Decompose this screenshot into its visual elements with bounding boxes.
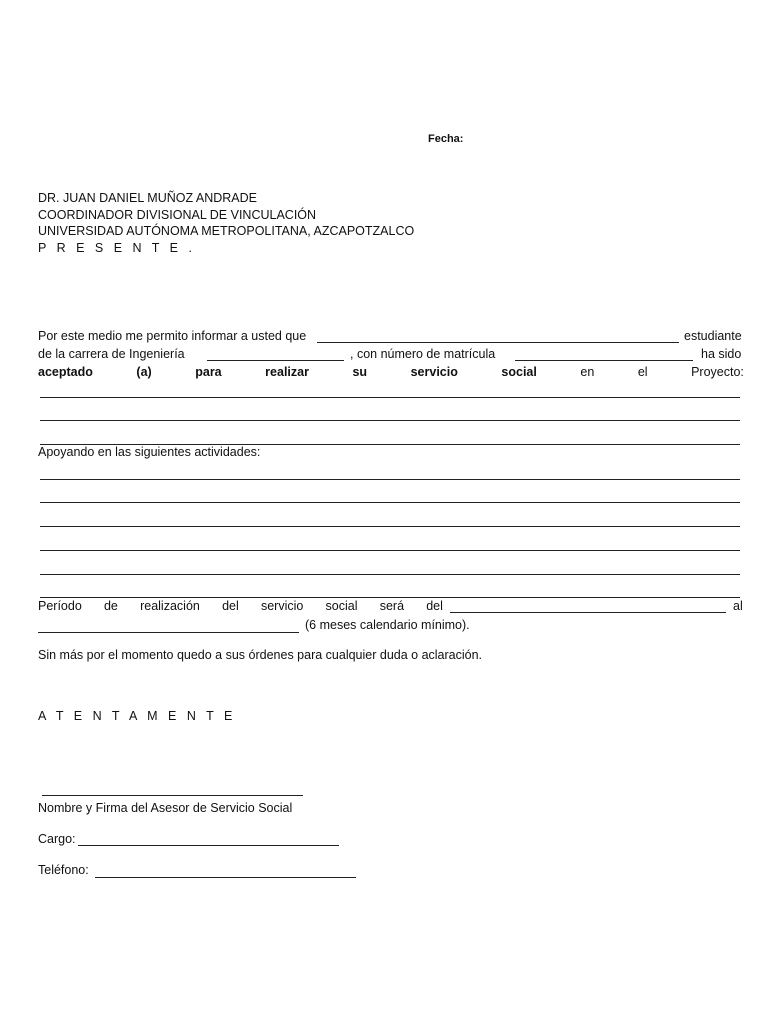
word: servicio (260, 599, 304, 613)
word: realizar (265, 365, 309, 379)
telefono-blank[interactable] (95, 877, 356, 878)
word: del (426, 599, 443, 613)
activity-blank-line[interactable] (40, 574, 740, 575)
recipient-institution: UNIVERSIDAD AUTÓNOMA METROPOLITANA, AZCAPOTZALCO (38, 224, 415, 238)
presente-text: P R E S E N T E . (38, 240, 196, 255)
start-date-blank[interactable] (450, 612, 726, 613)
recipient-position: COORDINADOR DIVISIONAL DE VINCULACIÓN (38, 207, 317, 222)
word: servicio (410, 365, 458, 379)
word: (a) (136, 365, 152, 379)
intro-text: Por este medio me permito informar a usted que (38, 329, 307, 343)
student-name-blank[interactable] (317, 342, 679, 343)
activity-blank-line[interactable] (40, 502, 740, 503)
activity-blank-line[interactable] (40, 550, 740, 551)
word: social (501, 365, 537, 379)
period-line (38, 599, 443, 613)
recipient-name: DR. JUAN DANIEL MUÑOZ ANDRADE (38, 191, 258, 205)
cargo-blank[interactable] (78, 845, 339, 846)
project-blank-line[interactable] (40, 420, 740, 421)
carrera-blank[interactable] (207, 360, 344, 361)
aceptado-line (38, 365, 744, 379)
word: social (325, 599, 358, 613)
activity-blank-line[interactable] (40, 597, 740, 598)
activity-blank-line[interactable] (40, 526, 740, 527)
ha-sido-text: ha sido (701, 347, 742, 361)
cargo-label: Cargo: (38, 832, 76, 846)
matricula-blank[interactable] (515, 360, 693, 361)
word: aceptado (38, 365, 93, 379)
matricula-text: , con número de matrícula (350, 347, 496, 361)
end-date-blank[interactable] (38, 632, 299, 633)
activity-blank-line[interactable] (40, 479, 740, 480)
word: su (352, 365, 368, 379)
period-note: (6 meses calendario mínimo). (305, 618, 470, 632)
signature-line[interactable] (42, 795, 303, 796)
al-text: al (733, 599, 743, 613)
word: de (103, 599, 118, 613)
carrera-text: de la carrera de Ingeniería (38, 347, 185, 361)
telefono-label: Teléfono: (38, 863, 89, 877)
fecha-label: Fecha: (428, 133, 464, 145)
word: el (637, 365, 648, 379)
signature-name-label: Nombre y Firma del Asesor de Servicio Social (38, 801, 293, 815)
activities-label: Apoyando en las siguientes actividades: (38, 445, 261, 459)
estudiante-text: estudiante (684, 329, 742, 343)
recipient-block (38, 190, 414, 256)
word: del (222, 599, 239, 613)
word: en (580, 365, 595, 379)
word: Período (38, 599, 82, 613)
word: será (379, 599, 405, 613)
word: realización (140, 599, 200, 613)
atentamente-text: A T E N T A M E N T E (38, 709, 236, 723)
word: para (195, 365, 222, 379)
word: Proyecto: (691, 365, 744, 379)
closing-text: Sin más por el momento quedo a sus órdenes para cualquier duda o aclaración. (38, 648, 483, 662)
project-blank-line[interactable] (40, 397, 740, 398)
